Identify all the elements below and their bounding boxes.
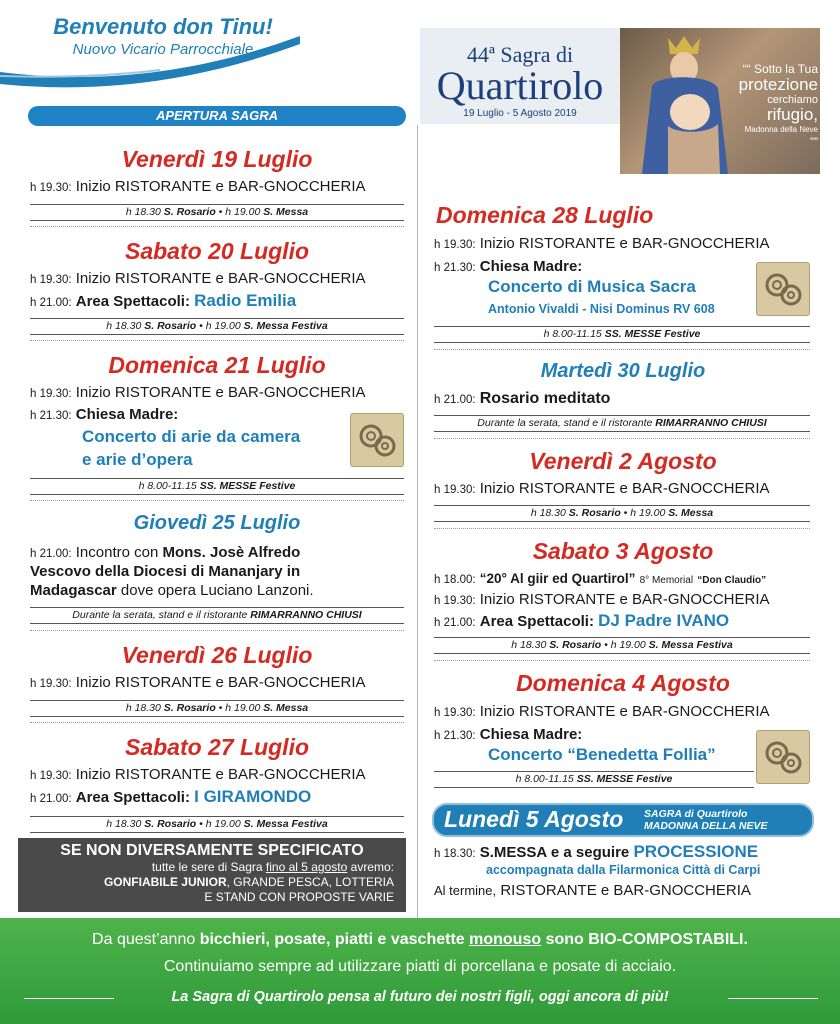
note-mass: SS. MESSE Festive	[199, 480, 296, 492]
note-mass: S. Messa Festiva	[243, 818, 328, 830]
note-time: h 18.30	[106, 818, 142, 830]
emblem-icon	[756, 262, 810, 316]
event-place: Area Spettacoli:	[75, 789, 190, 806]
event-memorial: 8° Memorial	[639, 575, 694, 586]
note-time-2: • h 19.00	[215, 702, 264, 714]
event-act: DJ Padre IVANO	[598, 611, 730, 630]
event-line	[434, 591, 770, 610]
day-heading: Domenica 28 Luglio	[436, 202, 654, 228]
day-heading: Venerdì 19 Luglio	[121, 146, 313, 172]
day-heading: Domenica 4 Agosto	[516, 670, 730, 696]
event-text: Inizio RISTORANTE e BAR-GNOCCHERIA	[479, 480, 770, 497]
note-time-2: • h 19.00	[215, 206, 264, 218]
mass-note	[30, 204, 404, 221]
event-text: dove opera Luciano Lanzoni.	[120, 582, 314, 599]
day-heading: Sabato 20 Luglio	[124, 238, 310, 264]
event-time: h 19.30:	[434, 484, 476, 496]
note-time-2: • h 19.00	[196, 818, 244, 830]
final-day-tag-2: MADONNA DELLA NEVE	[644, 820, 768, 832]
event-time: h 19.30:	[30, 274, 72, 286]
note-time: h 18.30	[511, 639, 547, 651]
event-line	[30, 766, 366, 785]
note-rosary: S. Rosario	[568, 507, 621, 519]
event-time: h 19.30:	[30, 388, 72, 400]
event-act: Radio Emilia	[194, 291, 297, 310]
header-subtitle: Nuovo Vicario Parrocchiale	[72, 41, 254, 58]
day-heading: Lunedì 5 Agosto	[444, 806, 624, 832]
event-act: I GIRAMONDO	[194, 787, 312, 806]
event-time: h 19.30:	[434, 595, 476, 607]
footer-highlight-2: sono BIO-COMPOSTABILI.	[545, 931, 748, 948]
section-separator	[434, 438, 810, 439]
emblem-icon	[756, 730, 810, 784]
section-separator	[434, 349, 810, 350]
event-time: h 21.00:	[30, 793, 72, 805]
event-time: h 19.30:	[30, 770, 72, 782]
info-line-2	[18, 875, 406, 890]
final-day-banner	[432, 803, 814, 837]
footer-rule-right	[728, 998, 818, 999]
note-time: h 18.30	[125, 206, 161, 218]
info-box	[18, 838, 406, 912]
section-separator	[434, 528, 810, 529]
quote-line-4: rifugio,	[766, 105, 818, 124]
day-heading: Venerdì 26 Luglio	[121, 642, 313, 668]
section-separator	[434, 660, 810, 661]
event-line	[434, 726, 582, 745]
sagra-logo-dates: 19 Luglio - 5 Agosto 2019	[463, 108, 577, 119]
mass-note	[30, 700, 404, 717]
event-text: Inizio RISTORANTE e BAR-GNOCCHERIA	[75, 270, 366, 287]
event-act: PROCESSIONE	[633, 842, 759, 861]
event-text: Inizio RISTORANTE e BAR-GNOCCHERIA	[75, 766, 366, 783]
info-text: , GRANDE PESCA, LOTTERIA	[226, 875, 394, 889]
note-time-2: • h 19.00	[620, 507, 669, 519]
event-line	[30, 270, 366, 289]
event-line	[30, 292, 296, 312]
footer-highlight: bicchieri, posate, piatti e vaschette	[199, 931, 465, 948]
note-rosary: S. Rosario	[549, 639, 602, 651]
section-separator	[30, 500, 404, 501]
event-text: Incontro con	[75, 544, 159, 561]
final-day-tag	[644, 808, 767, 832]
note-mass: S. Messa Festiva	[648, 639, 733, 651]
emblem-icon	[350, 413, 404, 467]
note-time: h 18.30	[106, 320, 142, 332]
day-heading: Giovedì 25 Luglio	[133, 512, 301, 534]
sagra-logo-name: Quartirolo	[436, 63, 604, 108]
footer-line-1	[0, 931, 840, 949]
note-time: h 18.30	[530, 507, 566, 519]
mass-note	[434, 637, 810, 654]
event-text: Inizio RISTORANTE e BAR-GNOCCHERIA	[479, 591, 770, 608]
info-highlight: GONFIABILE JUNIOR	[103, 875, 227, 889]
info-line-3: E STAND CON PROPOSTE VARIE	[204, 890, 394, 904]
mass-note	[30, 816, 404, 833]
event-line-3	[30, 582, 314, 600]
info-date: fino al 5 agosto	[265, 860, 348, 874]
event-time: h 21.00:	[434, 617, 476, 629]
day-heading: Sabato 27 Luglio	[124, 734, 310, 760]
closed-note	[30, 607, 404, 624]
footer-line-2: Continuiamo sempre ad utilizzare piatti di porcellana e posate di acciaio.	[163, 958, 677, 975]
info-text-2: avremo:	[350, 860, 394, 874]
madonna-image	[620, 28, 820, 174]
event-text: Inizio RISTORANTE e BAR-GNOCCHERIA	[479, 235, 770, 252]
event-time: h 18.00:	[434, 574, 476, 586]
event-time: h 19.30:	[434, 239, 476, 251]
header	[28, 14, 298, 58]
madonna-quote	[712, 62, 818, 148]
concert-title-2: e arie d’opera	[82, 450, 193, 469]
event-line	[434, 612, 729, 632]
note-mass: SS. MESSE Festive	[576, 773, 673, 785]
event-text: S.MESSA e a seguire	[479, 844, 630, 861]
footer-text: Da quest’anno	[92, 931, 196, 948]
event-text-2: RISTORANTE e BAR-GNOCCHERIA	[500, 882, 751, 899]
event-guest: Mons. Josè Alfredo	[162, 544, 301, 561]
quote-close-mark: ””	[810, 135, 818, 149]
event-text: Inizio RISTORANTE e BAR-GNOCCHERIA	[75, 384, 366, 401]
note-time-2: • h 19.00	[196, 320, 244, 332]
quote-author: Madonna della Neve	[744, 125, 818, 134]
quote-line-1: Sotto la Tua	[753, 62, 818, 76]
event-place: Chiesa Madre:	[75, 406, 179, 423]
event-line	[30, 674, 366, 693]
event-line	[30, 178, 366, 197]
header-title: Benvenuto don Tinu!	[53, 14, 273, 39]
event-time: h 21.00:	[30, 548, 72, 560]
event-line	[30, 788, 311, 808]
note-rosary: S. Rosario	[144, 818, 197, 830]
day-heading: Martedì 30 Luglio	[540, 360, 706, 382]
event-text: Rosario meditato	[479, 390, 611, 407]
note-time: h 8.00-11.15	[138, 480, 197, 492]
quote-line-3: cerchiamo	[767, 94, 818, 106]
footer-line-3: La Sagra di Quartirolo pensa al futuro dei nostri figli, oggi ancora di più!	[171, 989, 669, 1005]
concert-subtitle: Antonio Vivaldi - Nisi Dominus RV 608	[488, 302, 715, 316]
event-time: h 21.30:	[434, 730, 476, 742]
event-text: “20° Al giir ed Quartirol”	[479, 571, 636, 586]
mass-note	[434, 505, 810, 522]
event-line	[434, 390, 610, 409]
event-line	[434, 258, 582, 277]
quote-open-mark: ““	[742, 62, 751, 76]
sagra-logo-edition: 44ª Sagra di	[466, 42, 574, 67]
event-time: h 18.30:	[434, 848, 476, 860]
mass-note	[30, 478, 404, 495]
note-time: h 8.00-11.15	[515, 773, 574, 785]
note-rosary: S. Rosario	[163, 206, 216, 218]
mass-note	[434, 326, 810, 343]
event-line	[434, 703, 770, 722]
note-text: Durante la serata, stand e il ristorante	[72, 609, 248, 621]
event-text: Al termine,	[434, 883, 497, 898]
note-mass: S. Messa	[263, 206, 309, 218]
section-separator	[30, 226, 404, 227]
event-place: Area Spettacoli:	[75, 293, 190, 310]
event-time: h 19.30:	[30, 678, 72, 690]
spiral-icon	[757, 731, 809, 783]
note-time: h 18.30	[125, 702, 161, 714]
note-time-2: • h 19.00	[601, 639, 649, 651]
closed-note	[434, 415, 810, 432]
day-heading: Sabato 3 Agosto	[532, 538, 714, 564]
footer	[0, 918, 840, 1024]
event-time: h 19.30:	[30, 182, 72, 194]
info-line-1	[18, 860, 406, 875]
mass-note	[30, 318, 404, 335]
event-time: h 21.00:	[30, 297, 72, 309]
event-line	[30, 544, 300, 563]
event-text: Inizio RISTORANTE e BAR-GNOCCHERIA	[75, 178, 366, 195]
note-mass: SS. MESSE Festive	[604, 328, 701, 340]
event-time: h 21.30:	[30, 410, 72, 422]
event-line	[30, 384, 366, 403]
event-line	[434, 843, 758, 863]
note-closed: RIMARRANNO CHIUSI	[655, 417, 767, 429]
footer-underlined: monouso	[469, 931, 542, 948]
event-line	[434, 882, 751, 900]
concert-title: Concerto di Musica Sacra	[488, 277, 696, 296]
quote-line-2: protezione	[738, 75, 818, 94]
event-line	[434, 480, 770, 499]
final-day-tag-1: SAGRA di Quartirolo	[644, 808, 748, 820]
event-place: Area Spettacoli:	[479, 613, 594, 630]
note-mass: S. Messa Festiva	[243, 320, 328, 332]
info-text: tutte le sere di Sagra	[151, 860, 263, 874]
note-closed: RIMARRANNO CHIUSI	[250, 609, 362, 621]
event-line	[30, 406, 178, 425]
sagra-logo	[420, 28, 620, 124]
event-line	[434, 235, 770, 254]
note-rosary: S. Rosario	[144, 320, 197, 332]
note-rosary: S. Rosario	[163, 702, 216, 714]
note-time: h 8.00-11.15	[543, 328, 602, 340]
spiral-icon	[351, 414, 403, 466]
day-heading: Domenica 21 Luglio	[108, 352, 326, 378]
info-title: SE NON DIVERSAMENTE SPECIFICATO	[60, 842, 364, 859]
event-place: Chiesa Madre:	[479, 726, 583, 743]
day-heading: Venerdì 2 Agosto	[529, 448, 717, 474]
event-text: Inizio RISTORANTE e BAR-GNOCCHERIA	[479, 703, 770, 720]
event-place: Madagascar	[30, 582, 117, 599]
concert-title: Concerto di arie da camera	[82, 427, 301, 446]
opening-banner: APERTURA SAGRA	[28, 106, 406, 126]
section-separator	[30, 630, 404, 631]
event-time: h 21.30:	[434, 262, 476, 274]
event-memorial-name: “Don Claudio”	[697, 575, 767, 586]
note-mass: S. Messa	[668, 507, 714, 519]
concert-title: Concerto “Benedetta Follia”	[488, 745, 716, 764]
mass-note	[434, 771, 754, 788]
column-divider	[417, 125, 418, 920]
event-place: Chiesa Madre:	[479, 258, 583, 275]
event-time: h 21.00:	[434, 394, 476, 406]
event-line-2: accompagnata dalla Filarmonica Città di Carpi	[486, 863, 761, 877]
section-separator	[30, 340, 404, 341]
event-time: h 19.30:	[434, 707, 476, 719]
note-mass: S. Messa	[263, 702, 309, 714]
spiral-icon	[757, 263, 809, 315]
event-line	[434, 570, 766, 590]
event-line-2: Vescovo della Diocesi di Mananjary in	[30, 563, 301, 580]
section-separator	[30, 722, 404, 723]
event-text: Inizio RISTORANTE e BAR-GNOCCHERIA	[75, 674, 366, 691]
note-text: Durante la serata, stand e il ristorante	[477, 417, 653, 429]
